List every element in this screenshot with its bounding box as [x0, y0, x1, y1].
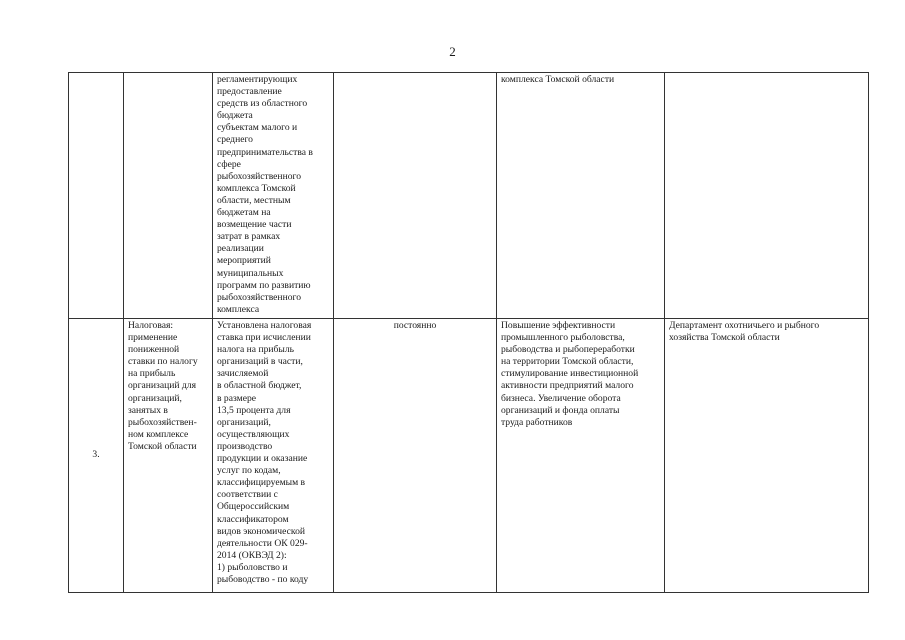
measure-content-cell: регламентирующих предоставление средств из областного бюджета субъектам малого и среднего предпринимательства в сфере рыбохозяйственного комплекса Томской области, местным бюджетам на возмещение части затрат в рамках реализации мероприятий муниципальных программ по развитию рыбохозяйственного комплекса — [213, 73, 334, 319]
executor-cell: Департамент охотничьего и рыбного хозяйства Томской области — [665, 319, 869, 593]
measure-name-cell: Налоговая: применение пониженной ставки по налогу на прибыль организаций для организаций, занятых в рыбохозяйствен- ном комплексе Томской области — [124, 319, 213, 593]
expected-result-cell: комплекса Томской области — [497, 73, 665, 319]
page-number: 2 — [449, 44, 456, 59]
executor-cell — [665, 73, 869, 319]
expected-result-cell: Повышение эффективности промышленного рыболовства, рыбоводства и рыбопереработки на территории Томской области, стимулирование инвестиционной активности предприятий малого бизнеса. Увеличение оборота организаций и фонда оплаты труда работников — [497, 319, 665, 593]
table-row — [69, 319, 869, 593]
measure-name-cell — [124, 73, 213, 319]
measures-table — [68, 72, 869, 593]
period-cell: постоянно — [334, 319, 497, 593]
row-number-cell: 3. — [69, 319, 124, 593]
measure-content-cell: Установлена налоговая ставка при исчислении налога на прибыль организаций в части, зачисляемой в областной бюджет, в размере 13,5 процента для организаций, осуществляющих производство продукции и оказание услуг по кодам, классифицируемым в соответствии с Общероссийским классификатором видов экономической деятельности ОК 029- 2014 (ОКВЭД 2): 1) рыболовство и рыбоводство - по коду — [213, 319, 334, 593]
row-number-cell — [69, 73, 124, 319]
period-cell — [334, 73, 497, 319]
table-row — [69, 73, 869, 319]
